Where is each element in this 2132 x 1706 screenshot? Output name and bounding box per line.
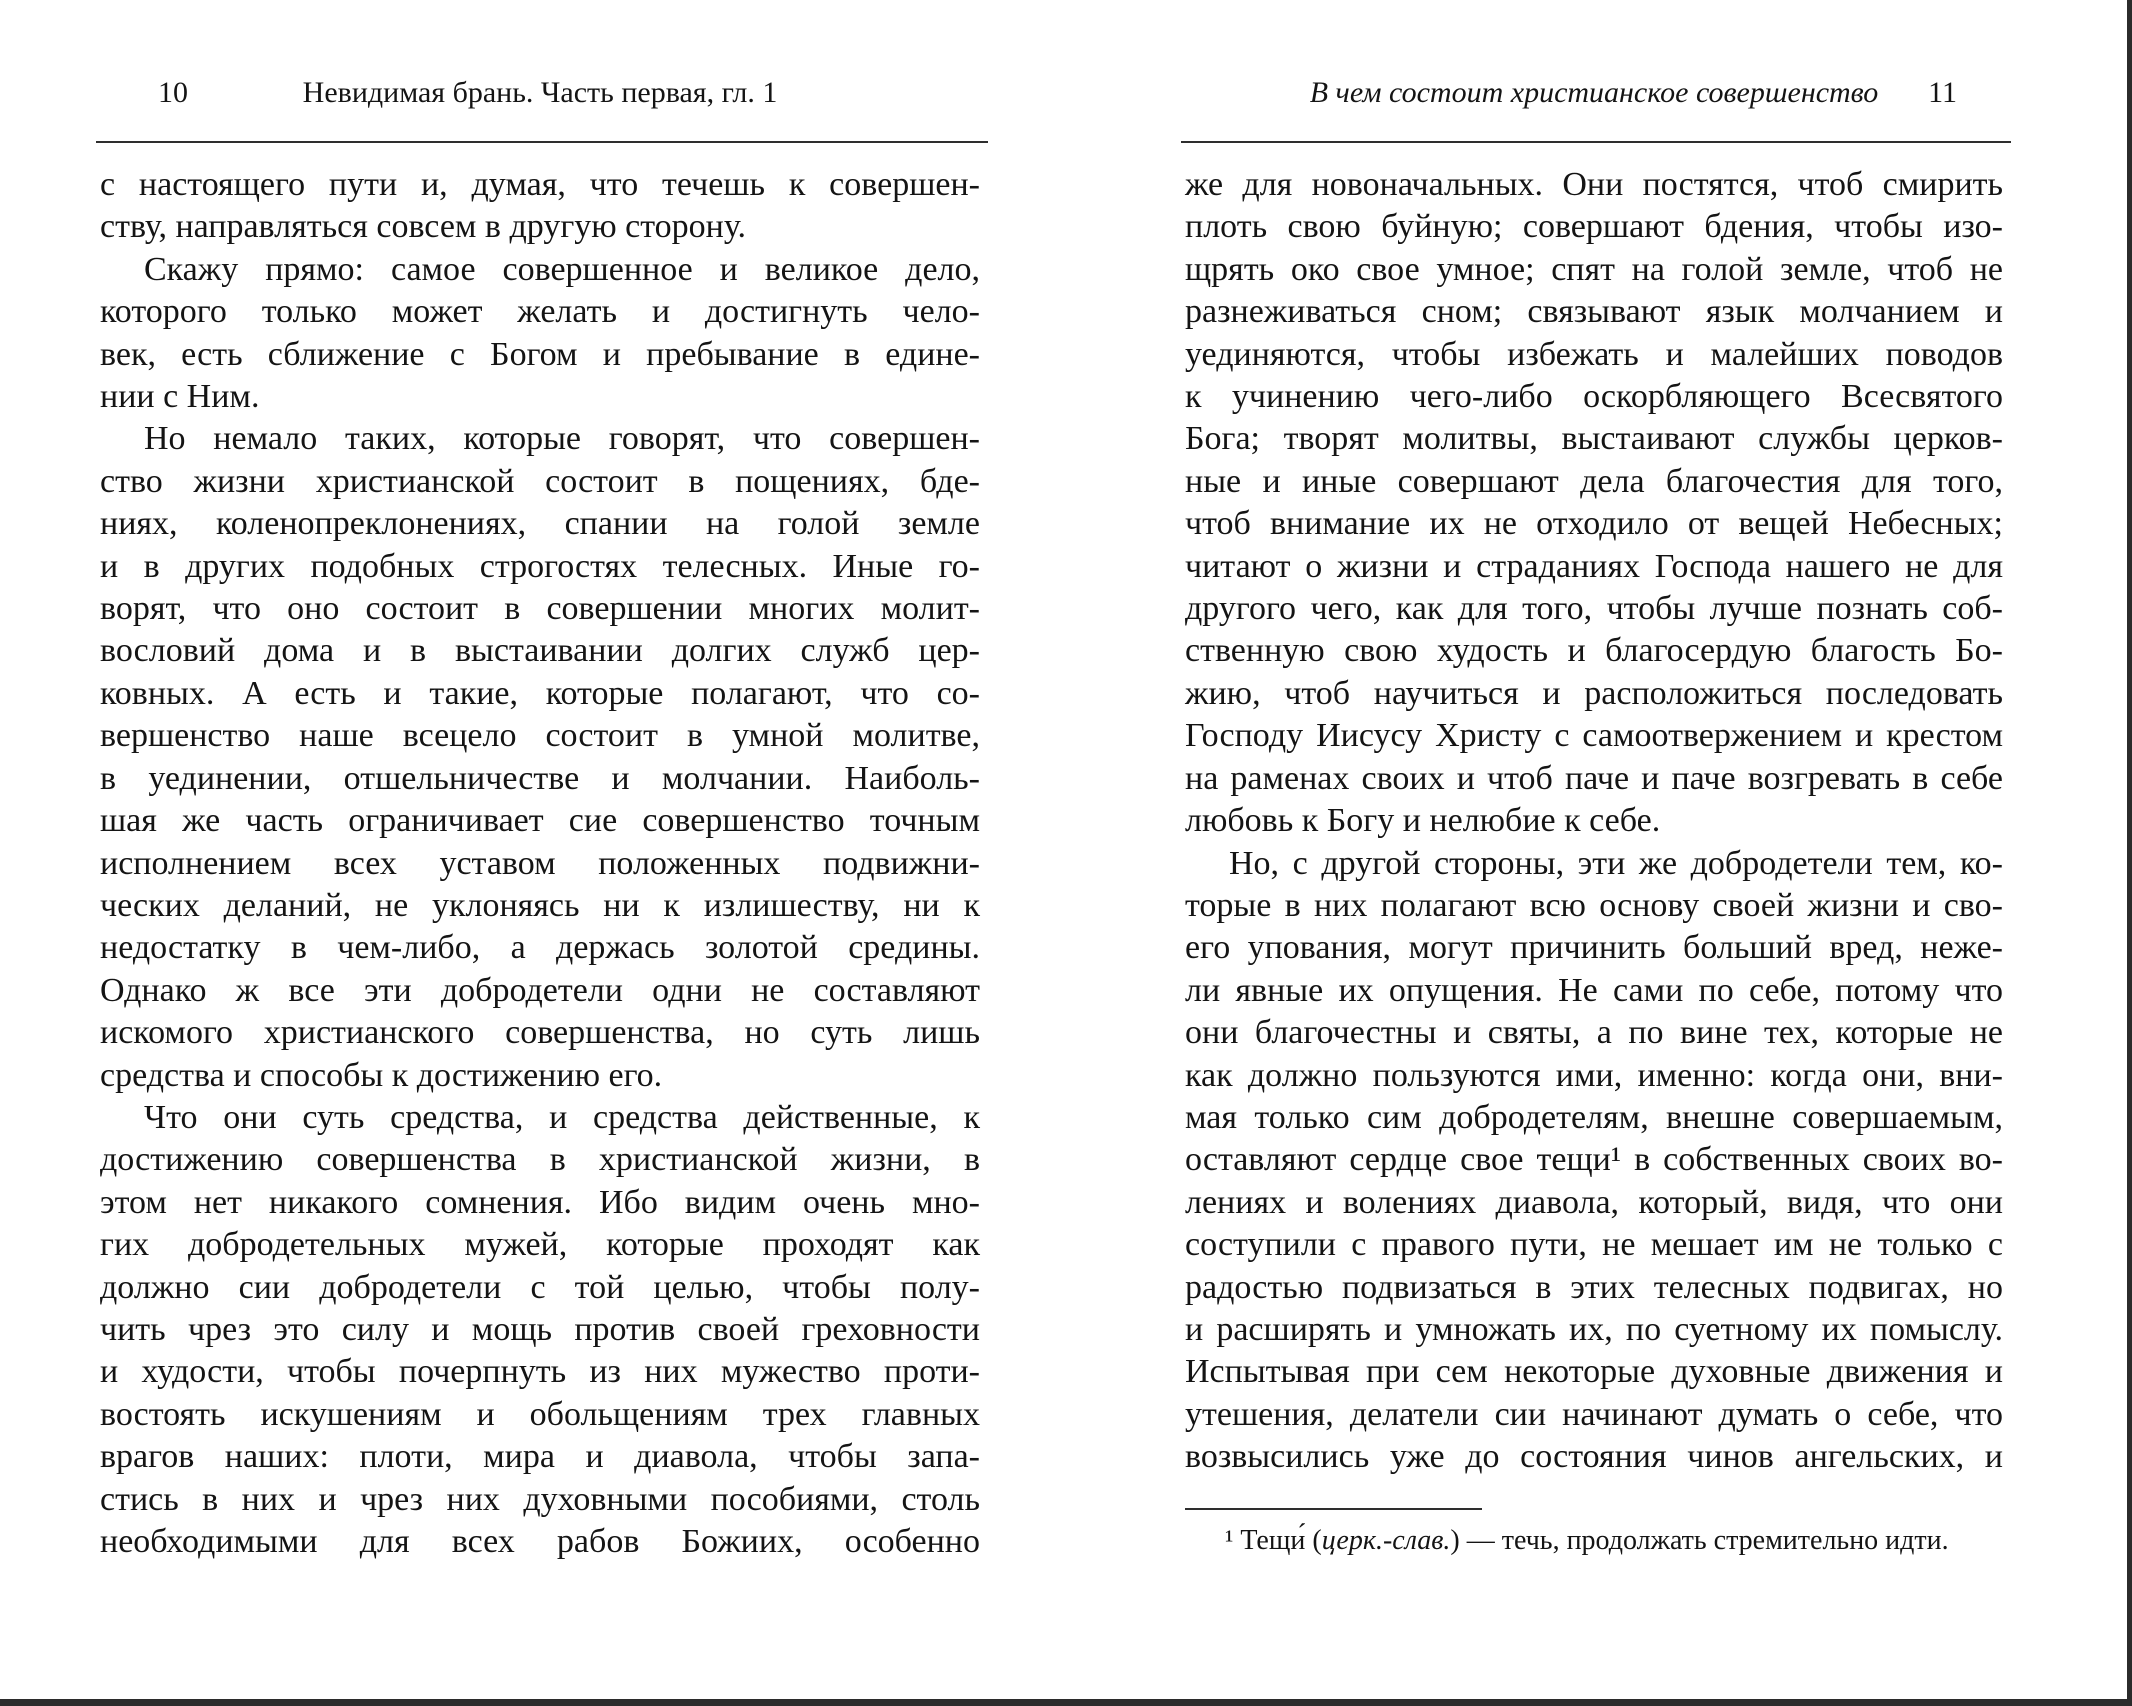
text-line: Но, с другой стороны, эти же добродетели тем, ко- — [1229, 844, 2003, 882]
footnote-text — [1185, 1522, 2003, 1560]
text-line: которого только может желать и достигнуть чело- — [100, 293, 980, 331]
text-line: средства и способы к достижению его. — [100, 1056, 663, 1094]
text-line: Но немало таких, которые говорят, что совершен- — [144, 420, 980, 458]
text-line: этом нет никакого сомнения. Ибо видим очень мно- — [100, 1183, 980, 1221]
text-line: же для новоначальных. Они постятся, чтоб смирить — [1185, 166, 2003, 203]
text-line: в уединении, отшельничестве и молчании. Наиболь- — [100, 759, 980, 797]
text-line: щрять око свое умное; спят на голой земле, чтоб не — [1185, 250, 2003, 288]
text-line: ные и иные совершают дела благочестия для того, — [1185, 462, 2003, 500]
screen-edge-right — [2127, 0, 2132, 1706]
text-line: радостью подвизаться в этих телесных подвигах, но — [1185, 1268, 2003, 1306]
text-line: исполнением всех уставом положенных подвижни- — [100, 844, 980, 882]
text-line: соступили с правого пути, не мешает им не только с — [1185, 1226, 2003, 1264]
text-line: с настоящего пути и, думая, что течешь к совершен- — [100, 166, 980, 203]
text-line: уединяются, чтобы избежать и малейших поводов — [1185, 335, 2003, 373]
text-line: чтоб внимание их не отходило от вещей Небесных; — [1185, 505, 2003, 543]
text-line: торые в них полагают всю основу своей жизни и сво- — [1185, 886, 2003, 924]
text-line: нии с Ним. — [100, 378, 260, 416]
text-line: Испытывая при сем некоторые духовные движения и — [1185, 1353, 2003, 1391]
text-line: Однако ж все эти добродетели одни не составляют — [100, 971, 980, 1009]
footnote-segment: ¹ Тещи́ ( — [1225, 1525, 1322, 1556]
text-line: Бога; творят молитвы, выстаивают службы церков- — [1185, 420, 2003, 458]
page-number-right: 11 — [1928, 76, 1957, 109]
text-line: и в других подобных строгостях телесных. Иные го- — [100, 547, 980, 585]
page-body-left — [100, 164, 980, 1563]
text-line: лениях и волениях диавола, который, видя, что они — [1185, 1183, 2003, 1221]
text-line: и худости, чтобы почерпнуть из них мужество проти- — [100, 1353, 980, 1391]
text-line: жию, чтоб научиться и расположиться последовать — [1185, 674, 2003, 712]
text-line: шая же часть ограничивает сие совершенство точным — [100, 802, 980, 840]
text-line: на раменах своих и чтоб паче и паче возгревать в себе — [1185, 759, 2003, 797]
running-title-right: В чем состоит христианское совершенство — [1309, 76, 1879, 109]
text-line: вословий дома и в выстаивании долгих служб цер- — [100, 632, 980, 670]
text-line: должно сии добродетели с той целью, чтобы полу- — [100, 1268, 980, 1306]
text-line: утешения, делатели сии начинают думать о себе, что — [1185, 1395, 2003, 1433]
text-line: ковных. А есть и такие, которые полагают, что со- — [100, 674, 980, 712]
text-line: они благочестны и святы, а по вине тех, которые не — [1185, 1014, 2003, 1052]
page-body-right — [1185, 164, 2003, 1479]
text-line: ственную свою худость и благосердую благость Бо- — [1185, 632, 2003, 670]
footnote-segment-italic: церк.-слав. — [1321, 1525, 1451, 1556]
footnote-rule — [1185, 1508, 1482, 1510]
text-line: любовь к Богу и нелюбие к себе. — [1185, 802, 1661, 840]
text-line: плоть свою буйную; совершают бдения, чтобы изо- — [1185, 208, 2003, 246]
text-line: ли явные их опущения. Не сами по себе, потому что — [1185, 971, 2003, 1009]
text-line: разнеживаться сном; связывают язык молчанием и — [1185, 293, 2003, 331]
text-line: возвысились уже до состояния чинов ангельских, и — [1185, 1438, 2003, 1476]
text-line: другого чего, как для того, чтобы лучше познать соб- — [1185, 590, 2003, 628]
text-line: читают о жизни и страданиях Господа нашего не для — [1185, 547, 2003, 585]
text-line: достижению совершенства в христианской жизни, в — [100, 1141, 980, 1179]
text-line: врагов наших: плоти, мира и диавола, чтобы запа- — [100, 1438, 980, 1476]
text-line: ство жизни христианской состоит в пощениях, бде- — [100, 462, 980, 500]
text-line: востоять искушениям и обольщениям трех главных — [100, 1395, 980, 1433]
text-line: век, есть сближение с Богом и пребывание в едине- — [100, 335, 980, 373]
text-line: стись в них и чрез них духовными пособиями, столь — [100, 1480, 980, 1518]
text-line: ству, направляться совсем в другую сторону. — [100, 208, 746, 246]
header-rule-left — [96, 141, 988, 143]
text-line: искомого христианского совершенства, но суть лишь — [100, 1014, 980, 1052]
text-line: ческих деланий, не уклоняясь ни к излишеству, ни к — [100, 886, 980, 924]
text-line: Господу Иисусу Христу с самоотвержением и крестом — [1185, 717, 2003, 755]
text-line: ниях, коленопреклонениях, спании на голой земле — [100, 505, 980, 543]
running-head-left — [100, 72, 980, 114]
running-title-left: Невидимая брань. Часть первая, гл. 1 — [302, 76, 778, 109]
text-line: как должно пользуются ими, именно: когда они, вни- — [1185, 1056, 2003, 1094]
text-line: к учинению чего-либо оскорбляющего Всесвятого — [1185, 378, 2003, 416]
text-line: оставляют сердце свое тещи¹ в собственных своих во- — [1185, 1141, 2003, 1179]
text-line: ворят, что оно состоит в совершении многих молит- — [100, 590, 980, 628]
text-line: чить чрез это силу и мощь против своей греховности — [100, 1310, 980, 1348]
text-line: Скажу прямо: самое совершенное и великое дело, — [144, 250, 980, 288]
text-line: его упования, могут причинить больший вред, неже- — [1185, 929, 2003, 967]
page-number-left: 10 — [158, 76, 188, 109]
text-line: Что они суть средства, и средства действенные, к — [144, 1098, 980, 1136]
header-rule-right — [1181, 141, 2011, 143]
screen-edge-bottom — [0, 1699, 2132, 1706]
text-line: мая только сим добродетелям, внешне совершаемым, — [1185, 1098, 2003, 1136]
text-line: вершенство наше всецело состоит в умной молитве, — [100, 717, 980, 755]
text-line: гих добродетельных мужей, которые проходят как — [100, 1226, 980, 1264]
text-line: и расширять и умножать их, по суетному их помыслу. — [1185, 1310, 2003, 1348]
running-head-right — [1185, 72, 2003, 114]
text-line: недостатку в чем-либо, а держась золотой средины. — [100, 929, 980, 967]
footnote-segment: ) — течь, продолжать стремительно идти. — [1450, 1525, 1949, 1556]
text-line: необходимыми для всех рабов Божиих, особенно — [100, 1523, 980, 1560]
